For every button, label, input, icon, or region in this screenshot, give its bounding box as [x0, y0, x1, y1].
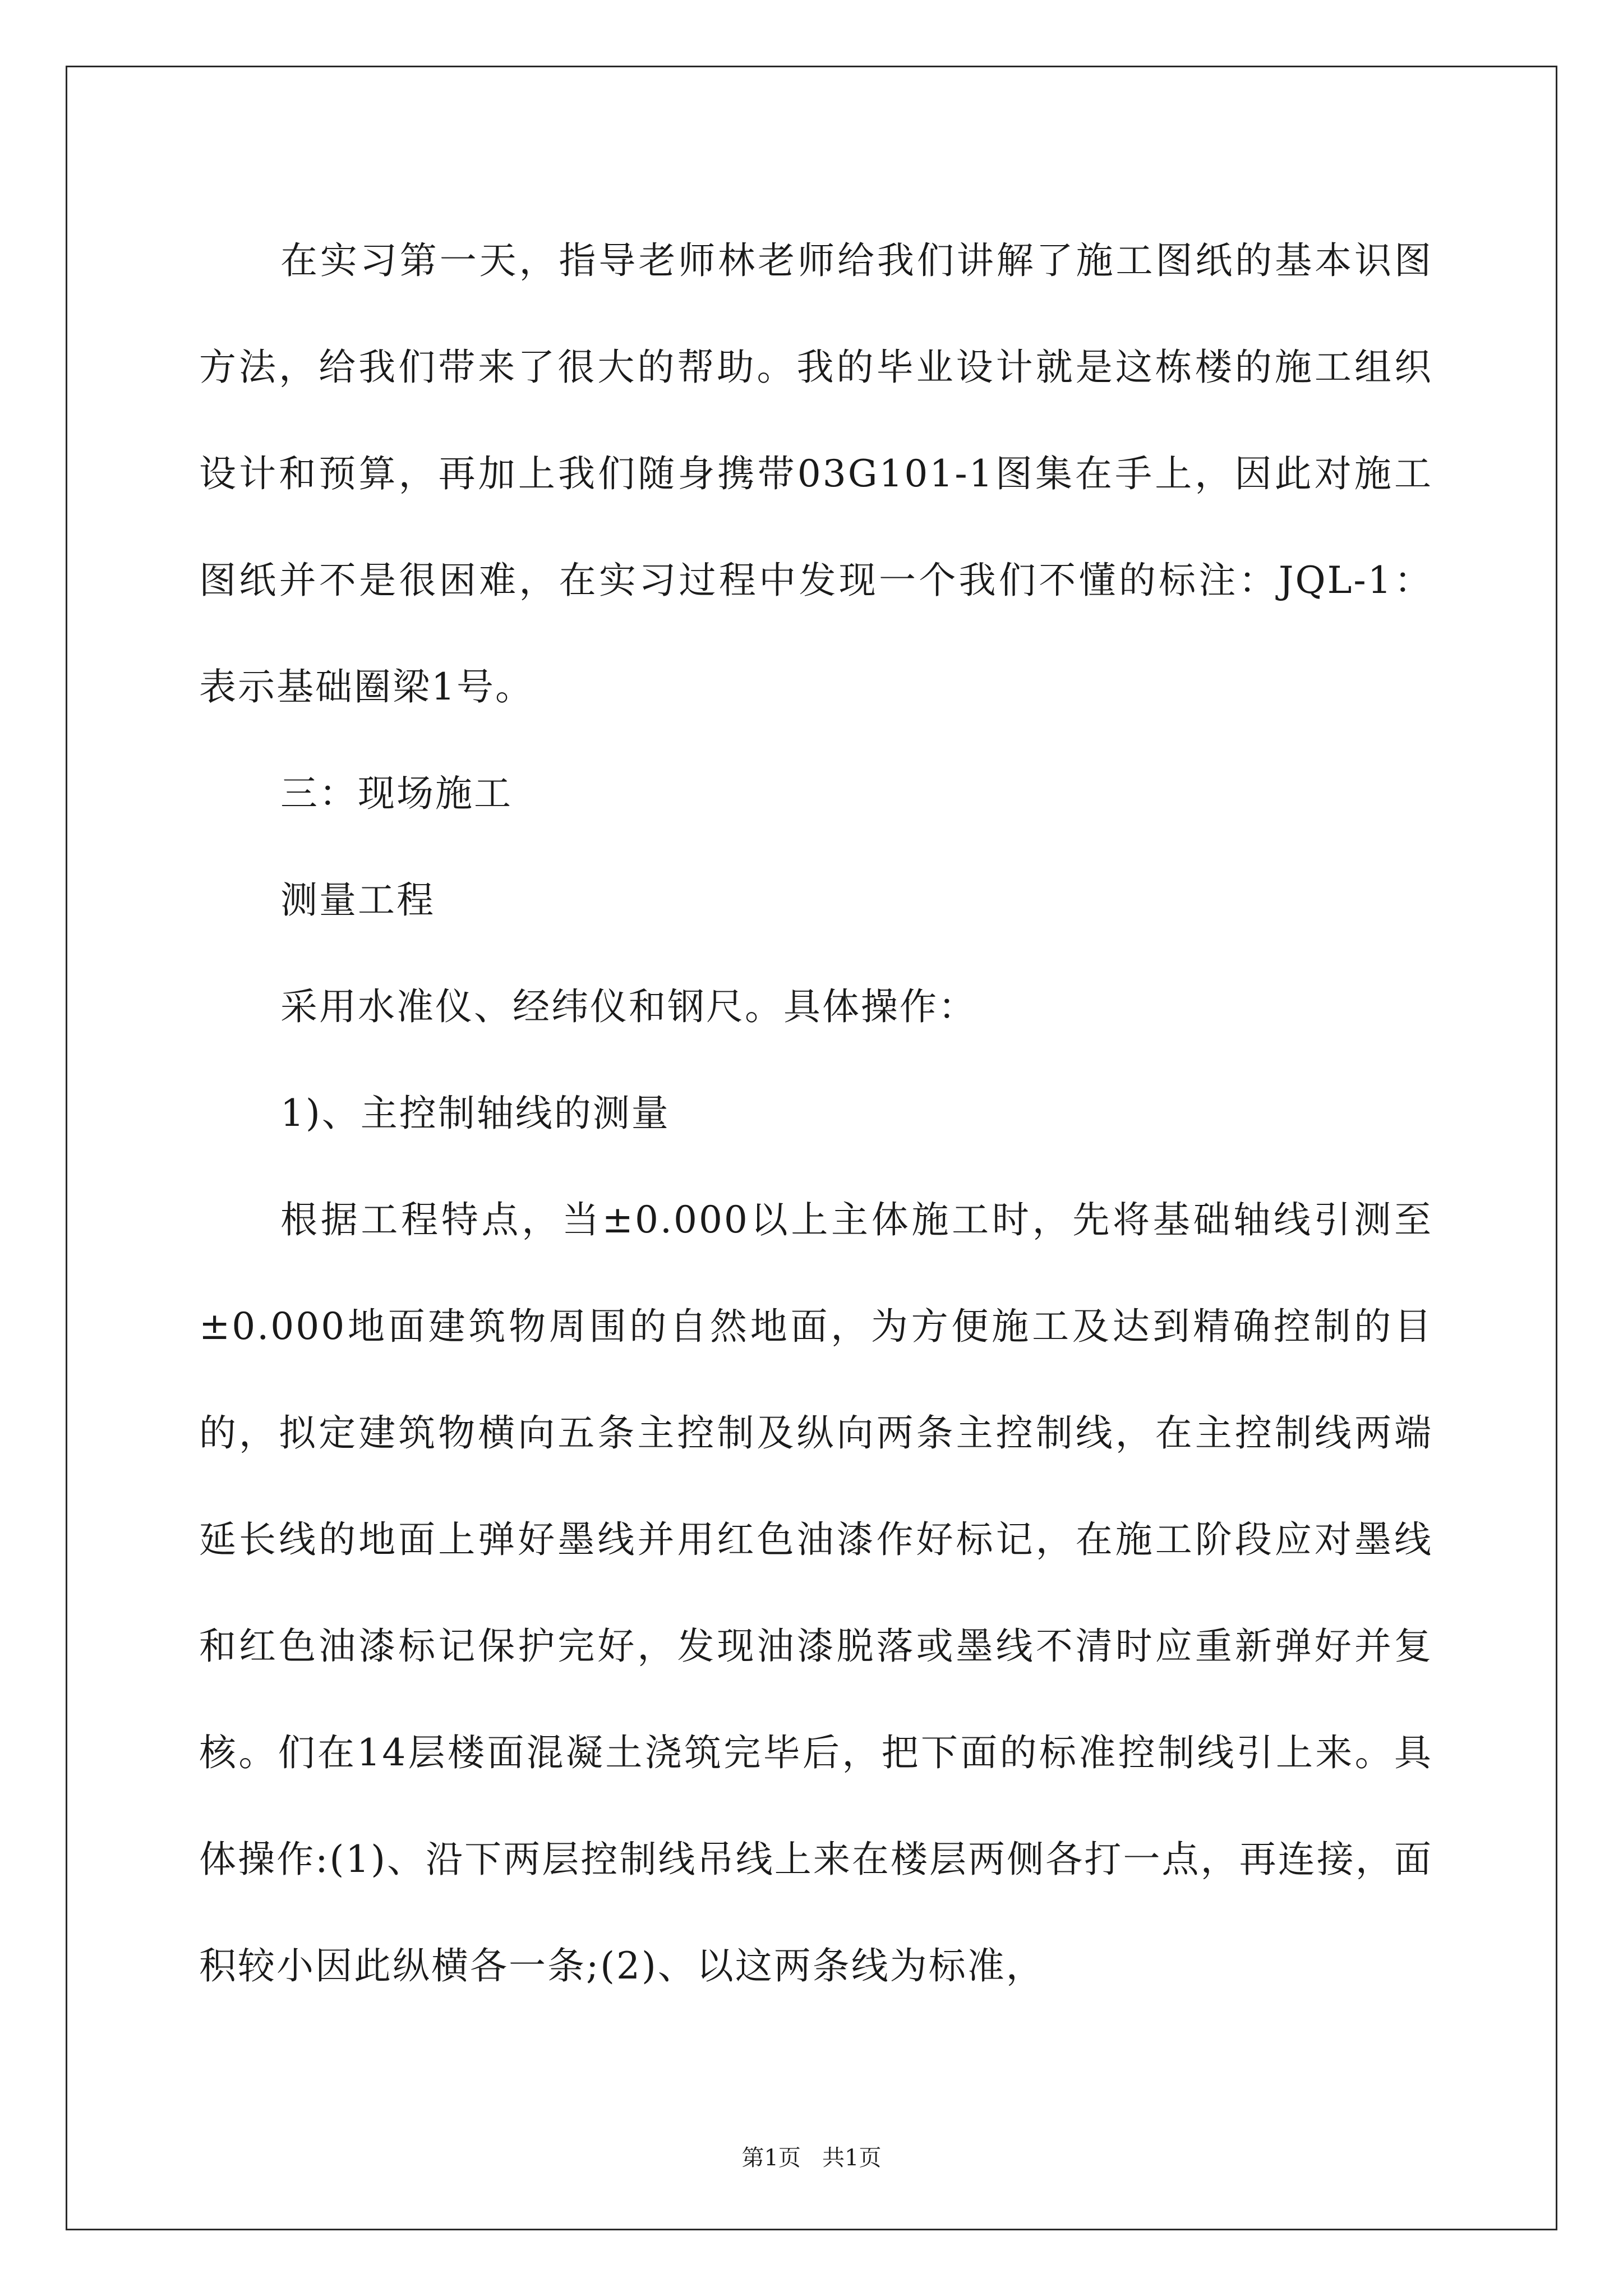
page-footer: 第1页 共1页 [741, 2145, 882, 2171]
document-body [199, 208, 1433, 2019]
subheading-survey-engineering: 测量工程 [280, 878, 435, 922]
section-heading-site-construction: 三：现场施工 [280, 772, 513, 815]
subheading-main-axis-survey: 1)、主控制轴线的测量 [280, 1092, 670, 1135]
paragraph-axis-procedure: 根据工程特点，当±0.000以上主体施工时，先将基础轴线引测至±0.000地面建筑物周围的自然地面，为方便施工及达到精确控制的目的，拟定建筑物横向五条主控制及纵向两条主控制线，在主控制线两端延长线的地面上弹好墨线并用红色油漆作好标记，在施工阶段应对墨线和红色油漆标记保护完好，发现油漆脱落或墨线不清时应重新弹好并复核。们在14层楼面混凝土浇筑完毕后，把下面的标准控制线引上来。具体操作:(1)、沿下两层控制线吊线上来在楼层两侧各打一点，再连接，面积较小因此纵横各一条;(2)、以这两条线为标准， [199, 1198, 1433, 1987]
paragraph-instruments: 采用水准仪、经纬仪和钢尺。具体操作： [280, 985, 977, 1028]
paragraph-drawing-reading: 在实习第一天，指导老师林老师给我们讲解了施工图纸的基本识图方法，给我们带来了很大的帮助。我的毕业设计就是这栋楼的施工组织设计和预算，再加上我们随身携带03G101-1图集在手上，因此对施工图纸并不是很困难，在实习过程中发现一个我们不懂的标注：JQL-1：表示基础圈梁1号。 [199, 239, 1433, 708]
